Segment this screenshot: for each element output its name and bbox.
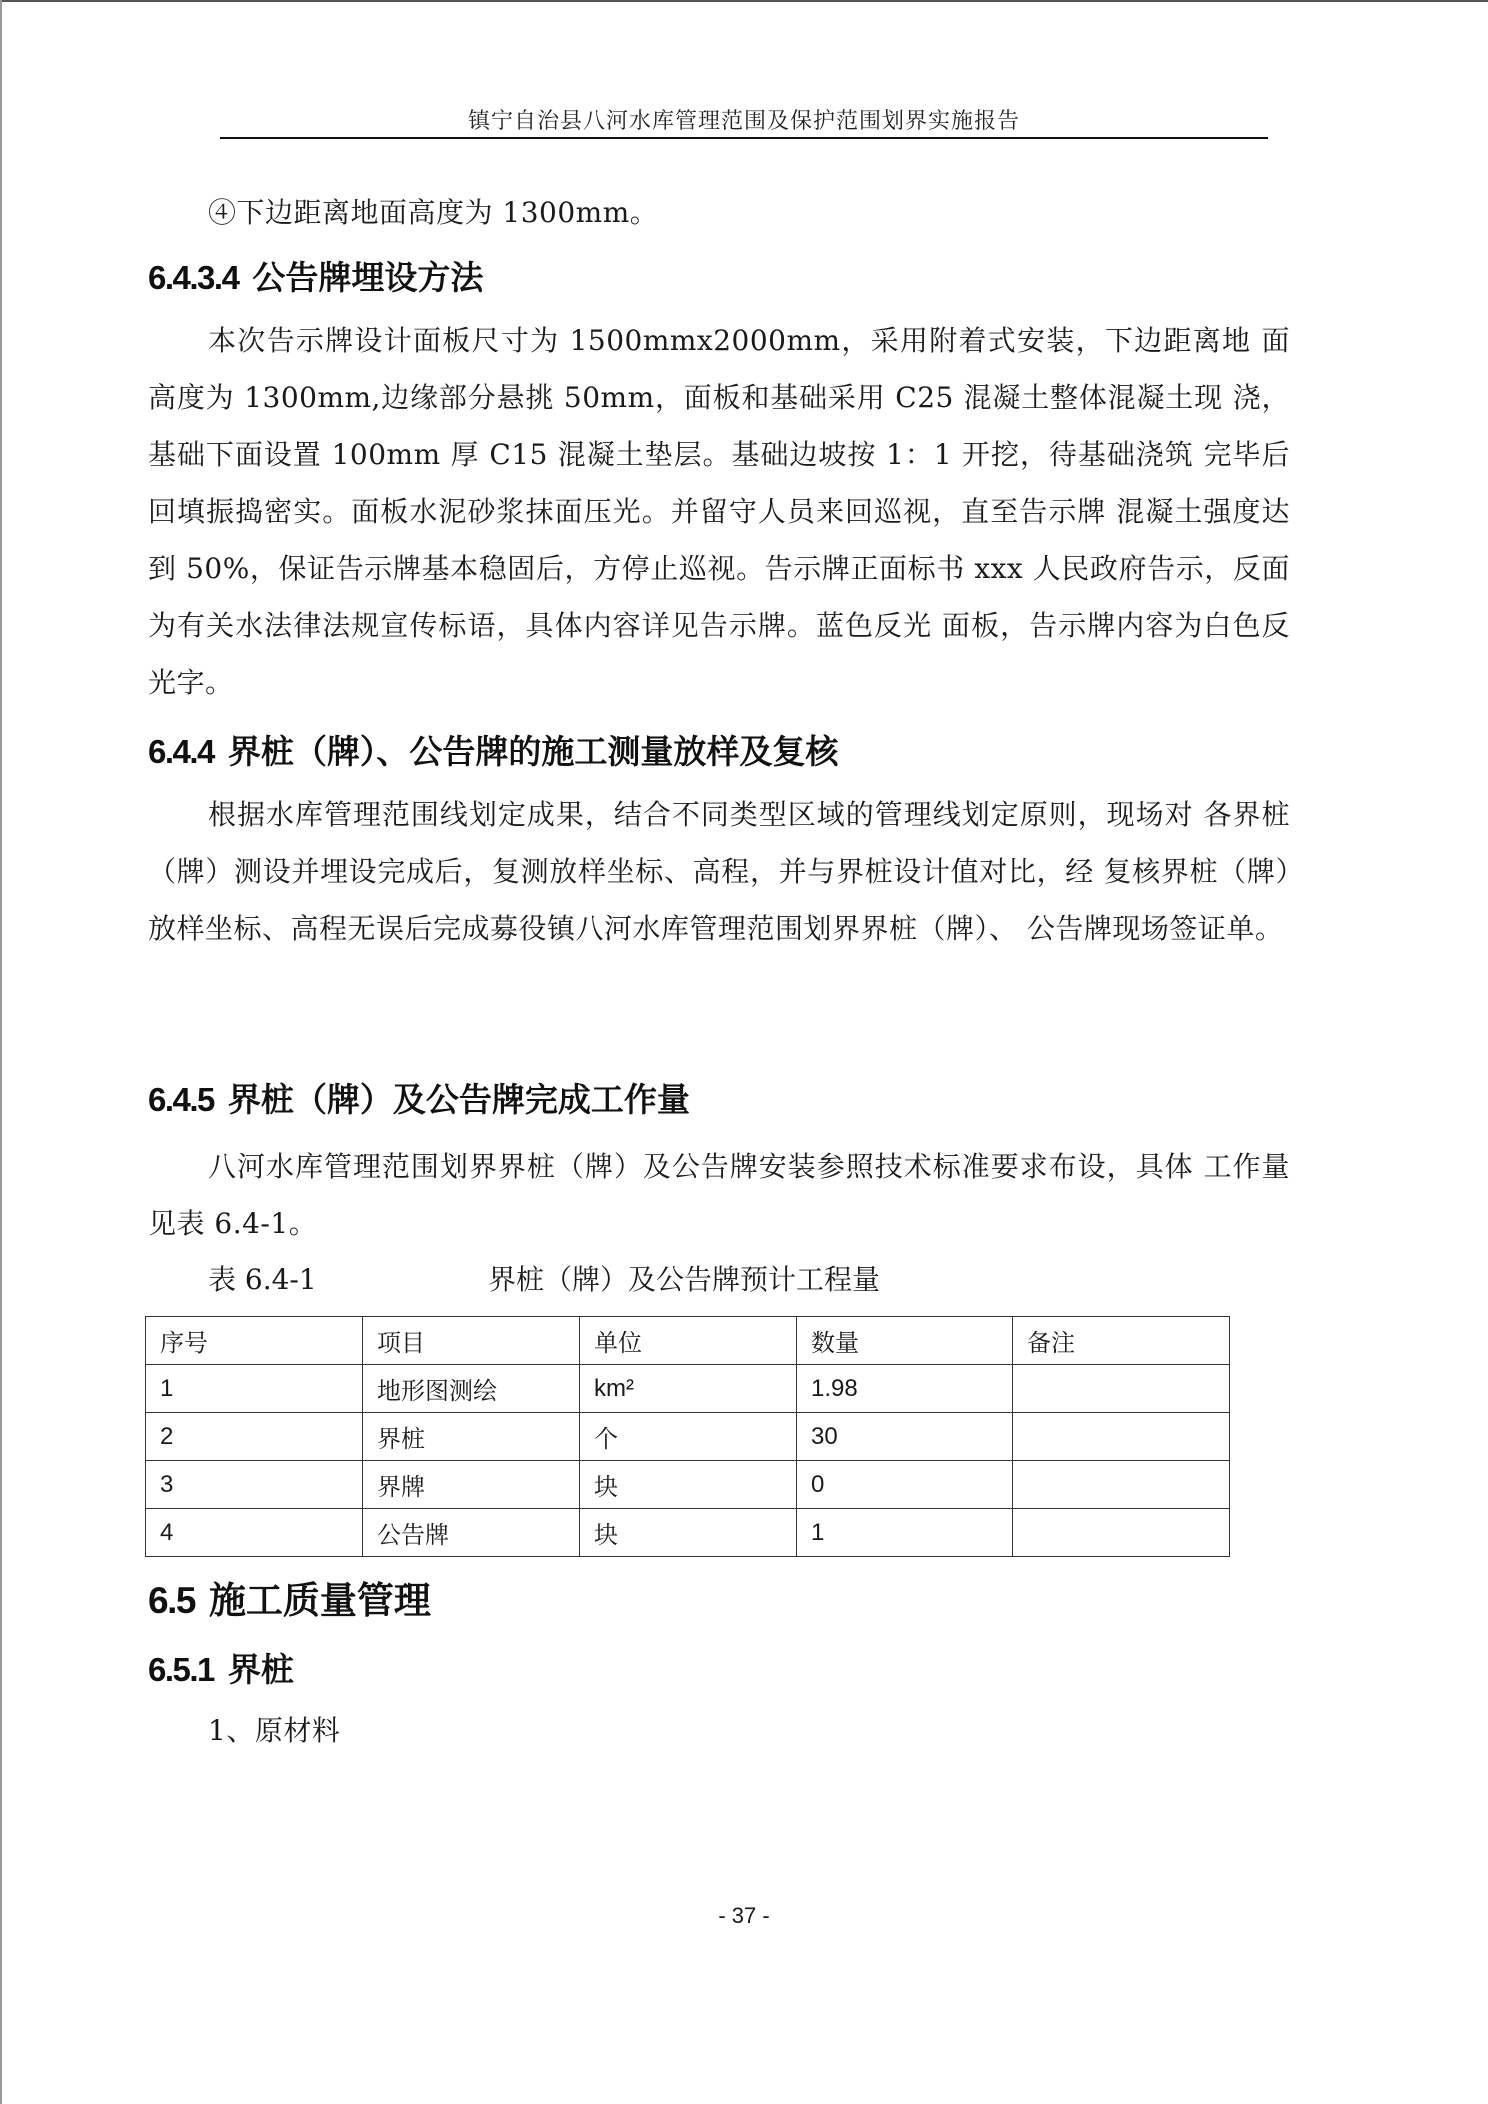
section-heading-6-4-4 xyxy=(148,726,838,773)
table-row xyxy=(146,1365,1230,1413)
table-header-cell: 项目 xyxy=(363,1317,580,1365)
table-cell: 界桩 xyxy=(363,1413,580,1461)
table-cell: 3 xyxy=(146,1461,363,1509)
table-cell xyxy=(1013,1365,1230,1413)
table-cell: 2 xyxy=(146,1413,363,1461)
table-cell: 块 xyxy=(580,1461,797,1509)
table-header-cell: 备注 xyxy=(1013,1317,1230,1365)
table-cell xyxy=(1013,1413,1230,1461)
section-title: 施工质量管理 xyxy=(208,1579,431,1622)
section-heading-6-5 xyxy=(148,1570,431,1624)
paragraph-6-4-5 xyxy=(148,1138,1290,1252)
table-cell: 4 xyxy=(146,1509,363,1557)
section-number: 6.4.3.4 xyxy=(148,259,239,296)
paragraph-6-4-3-4 xyxy=(148,312,1290,711)
table-header-row xyxy=(146,1317,1230,1365)
page-border xyxy=(0,0,1488,2)
section-number: 6.4.4 xyxy=(148,733,214,770)
section-number: 6.5 xyxy=(148,1580,195,1621)
paragraph-6-4-4 xyxy=(148,786,1290,957)
table-row xyxy=(146,1413,1230,1461)
header-rule xyxy=(220,137,1268,139)
table-cell: 公告牌 xyxy=(363,1509,580,1557)
table-cell: 界牌 xyxy=(363,1461,580,1509)
table-cell xyxy=(1013,1509,1230,1557)
table-cell: 块 xyxy=(580,1509,797,1557)
table-row xyxy=(146,1461,1230,1509)
list-item-text: 1、原材料 xyxy=(208,1714,341,1747)
table-cell: km² xyxy=(580,1365,797,1413)
table-caption-number: 表 6.4-1 xyxy=(208,1263,317,1296)
list-item-1 xyxy=(148,1702,1290,1759)
table-cell xyxy=(1013,1461,1230,1509)
table-header-cell: 单位 xyxy=(580,1317,797,1365)
table-header-cell: 序号 xyxy=(146,1317,363,1365)
table-header-cell: 数量 xyxy=(797,1317,1013,1365)
section-title: 界桩 xyxy=(227,1650,294,1689)
section-heading-6-4-3-4 xyxy=(148,252,483,299)
running-header: 镇宁自治县八河水库管理范围及保护范围划界实施报告 xyxy=(467,109,1020,134)
table-row xyxy=(146,1509,1230,1557)
paragraph-top xyxy=(148,184,1290,241)
quantity-table xyxy=(145,1316,1230,1557)
section-title: 公告牌埋设方法 xyxy=(252,258,484,297)
table-cell: 地形图测绘 xyxy=(363,1365,580,1413)
table-caption-title: 界桩（牌）及公告牌预计工程量 xyxy=(488,1263,881,1296)
paragraph-text: 本次告示牌设计面板尺寸为 1500mmx2000mm，采用附着式安装，下边距离地 面高度为 1300mm,边缘部分悬挑 50mm，面板和基础采用 C25 混凝土整体混凝土现 浇，基础下面设置 100mm 厚 C15 混凝土垫层。基础边坡按 1：1 开挖，待基础浇筑 完毕后回填振捣密实。面板水泥砂浆抹面压光。并留守人员来回巡视，直至告示牌 混凝土强度达到 50%，保证告示牌基本稳固后，方停止巡视。告示牌正面标书 xxx 人民政府告示，反面为有关水法律法规宣传标语，具体内容详见告示牌。蓝色反光 面板，告示牌内容为白色反光字。 xyxy=(148,324,1290,699)
section-title: 界桩（牌）、公告牌的施工测量放样及复核 xyxy=(227,732,839,771)
page-number: - 37 - xyxy=(718,1903,770,1928)
section-title: 界桩（牌）及公告牌完成工作量 xyxy=(227,1080,690,1119)
paragraph-text: 八河水库管理范围划界界桩（牌）及公告牌安装参照技术标准要求布设，具体 工作量见表 6.4-1。 xyxy=(148,1150,1290,1240)
paragraph-text: 根据水库管理范围线划定成果，结合不同类型区域的管理线划定原则，现场对 各界桩（牌）测设并埋设完成后，复测放样坐标、高程，并与界桩设计值对比，经 复核界桩（牌）放样坐标、高程无误后完成募役镇八河水库管理范围划界界桩（牌）、 公告牌现场签证单。 xyxy=(148,798,1290,945)
table-cell: 30 xyxy=(797,1413,1013,1461)
section-number: 6.4.5 xyxy=(148,1081,214,1118)
section-number: 6.5.1 xyxy=(148,1651,214,1688)
table-cell: 1 xyxy=(146,1365,363,1413)
table-cell: 1 xyxy=(797,1509,1013,1557)
section-heading-6-5-1 xyxy=(148,1644,294,1691)
page-border xyxy=(0,0,2,2104)
table-caption xyxy=(208,1258,1108,1298)
table-cell: 1.98 xyxy=(797,1365,1013,1413)
table-cell: 0 xyxy=(797,1461,1013,1509)
section-heading-6-4-5 xyxy=(148,1074,690,1121)
paragraph-text: ④下边距离地面高度为 1300mm。 xyxy=(208,196,659,229)
table-cell: 个 xyxy=(580,1413,797,1461)
